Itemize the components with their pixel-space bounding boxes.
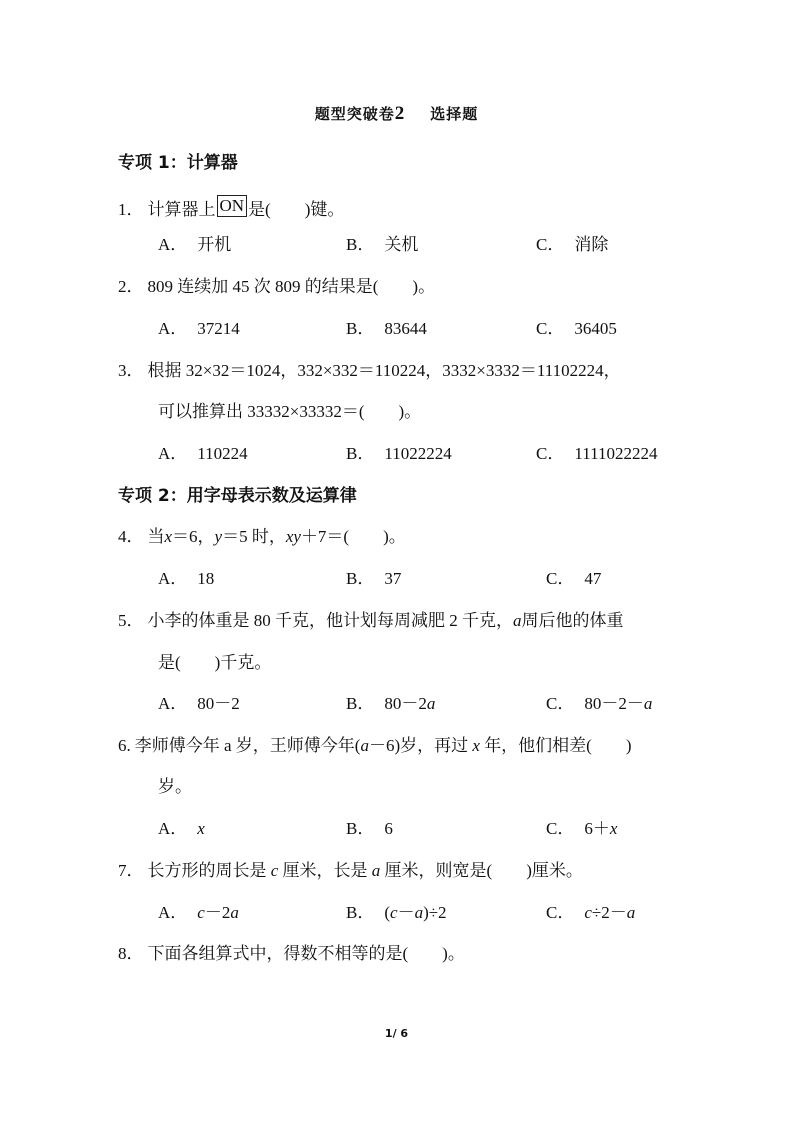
q1-option-b: B． 关机 [346,235,419,254]
q7-option-c: C． c÷2－a [546,903,636,922]
question-3: 3． 根据 32×32＝1024，332×332＝110224，3332×3332＝11102224， [118,361,621,380]
q1-option-a: A． 开机 [158,235,232,254]
question-3-line-2: 可以推算出 33332×33332＝( )。 [158,402,422,421]
question-6: 6. 李师傅今年 a 岁，王师傅今年(a－6)岁，再过 x 年，他们相差( ) [118,736,632,755]
q2-option-c: C． 36405 [536,319,617,338]
q5-option-b: B． 80－2a [346,694,436,713]
q7-option-b: B． (c－a)÷2 [346,903,447,922]
page-number: 1/ 6 [384,1027,409,1040]
q5-option-c: C． 80－2－a [546,694,653,713]
q3-option-c: C． 1111022224 [536,444,658,463]
q6-option-c: C． 6＋x [546,819,618,838]
question-5: 5． 小李的体重是 80 千克，他计划每周减肥 2 千克，a周后他的体重 [118,611,624,630]
section-heading-1: 专项 1：计算器 [118,153,238,173]
q2-option-a: A． 37214 [158,319,240,338]
q1-option-c: C． 消除 [536,235,609,254]
q6-option-a: A． x [158,819,205,838]
q4-option-b: B． 37 [346,569,402,588]
q6-option-b: B． 6 [346,819,393,838]
question-4: 4． 当x＝6，y＝5 时，xy＋7＝( )。 [118,527,406,546]
question-5-line-2: 是( )千克。 [158,653,272,672]
question-8: 8． 下面各组算式中，得数不相等的是( )。 [118,944,465,963]
question-1: 1． 计算器上 ON 是( )键。 [118,196,345,219]
section-heading-2: 专项 2：用字母表示数及运算律 [118,486,357,506]
question-7: 7． 长方形的周长是 c 厘米，长是 a 厘米，则宽是( )厘米。 [118,861,583,880]
q5-option-a: A． 80－2 [158,694,240,713]
q3-option-a: A． 110224 [158,444,248,463]
question-6-line-2: 岁。 [158,777,192,796]
on-key-box: ON [217,195,248,217]
q4-option-c: C． 47 [546,569,602,588]
q3-option-b: B． 11022224 [346,444,452,463]
q4-option-a: A． 18 [158,569,215,588]
q2-option-b: B． 83644 [346,319,427,338]
q7-option-a: A． c－2a [158,903,239,922]
page-title: 题型突破卷2 选择题 [314,103,479,124]
question-2: 2． 809 连续加 45 次 809 的结果是( )。 [118,277,436,296]
